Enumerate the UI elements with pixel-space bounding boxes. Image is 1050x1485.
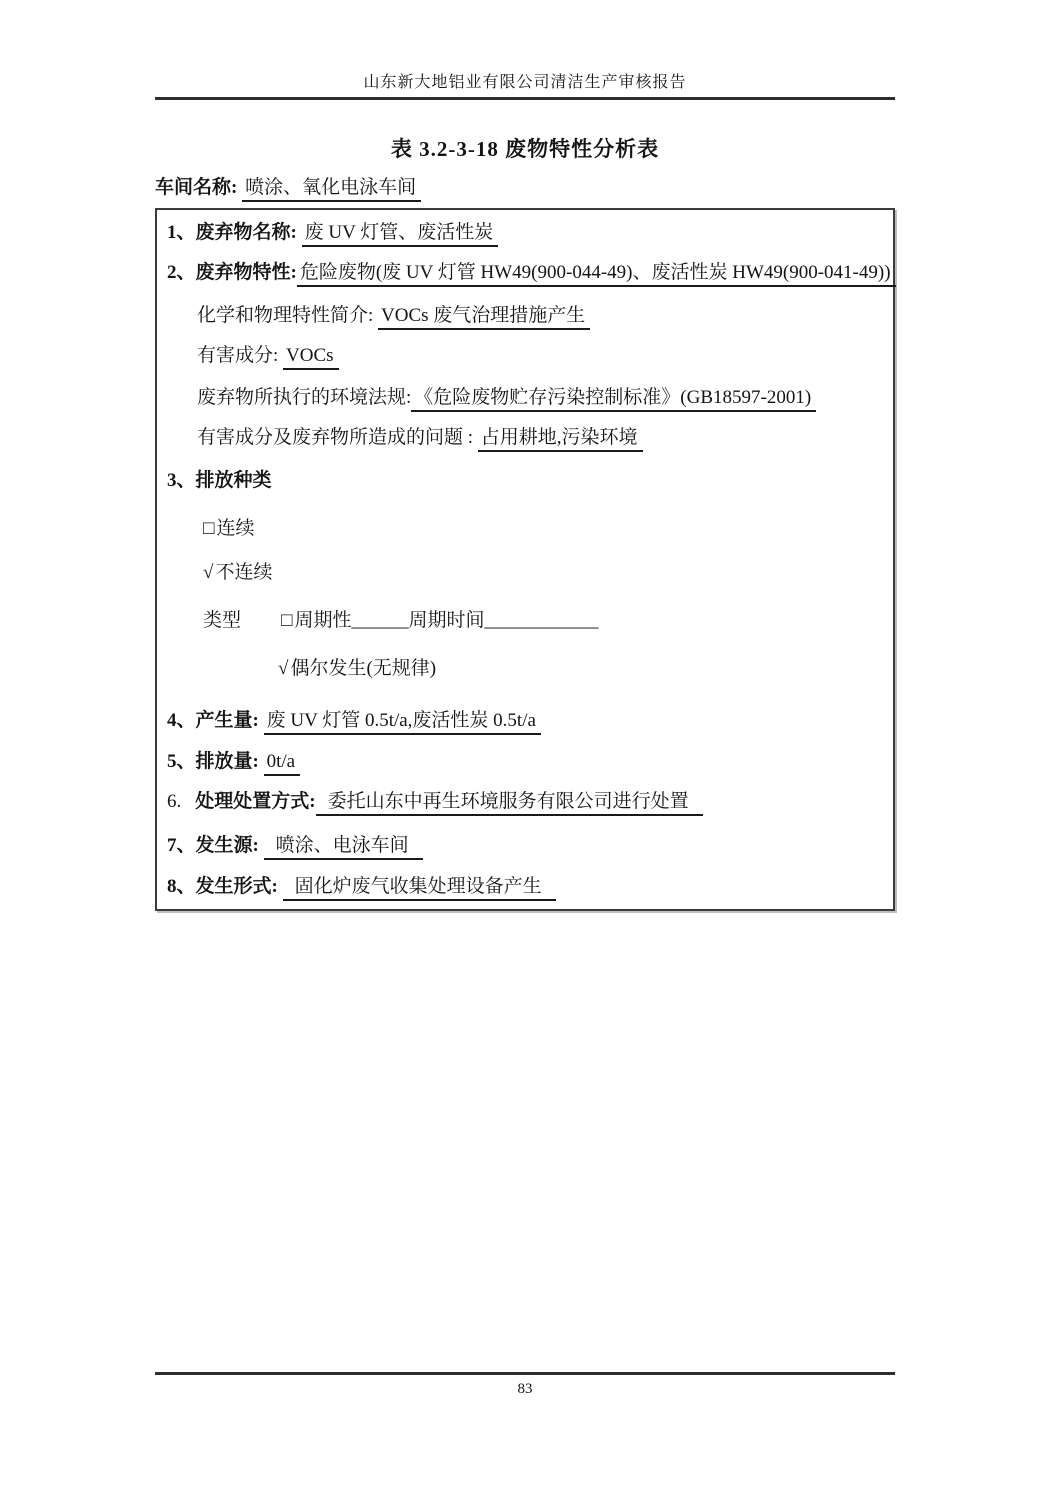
workshop-name-value: 喷涂、氧化电泳车间 — [242, 177, 421, 202]
row-number: 6. — [167, 791, 182, 812]
page-footer — [155, 1372, 895, 1399]
row-number: 7、 — [167, 835, 196, 856]
row-waste-name — [157, 221, 885, 245]
row-continuous-option — [157, 517, 885, 541]
row-chemical-physical-intro — [157, 304, 885, 328]
checkmark-icon: √ — [278, 658, 289, 679]
row-value: 危险废物(废 UV 灯管 HW49(900-044-49)、废活性炭 HW49(900-041-49)) — [297, 262, 896, 287]
table-title: 表 3.2-3-18 废物特性分析表 — [390, 137, 660, 161]
row-value: 废 UV 灯管、废活性炭 — [302, 222, 499, 247]
row-label: 有害成分及废弃物所造成的问题 : — [197, 427, 474, 448]
option-label: 不连续 — [215, 562, 273, 583]
row-label: 排放量: — [195, 751, 259, 772]
row-number: 1、 — [167, 222, 196, 243]
row-label: 化学和物理特性简介: — [197, 305, 374, 326]
option-label: 偶尔发生(无规律) — [290, 658, 437, 679]
row-emission-type-heading — [157, 469, 885, 493]
type-prefix-label: 类型 — [203, 610, 242, 631]
row-value: VOCs — [283, 345, 339, 370]
row-label: 废弃物特性: — [195, 262, 297, 283]
row-number: 3、 — [167, 470, 196, 491]
workshop-name-label: 车间名称: — [155, 177, 238, 198]
row-waste-characteristics — [157, 261, 891, 285]
row-value: 委托山东中再生环境服务有限公司进行处置 — [316, 791, 703, 816]
blank-line: ____________ — [484, 610, 599, 631]
row-value: 0t/a — [264, 751, 301, 776]
checkmark-icon: √ — [203, 562, 214, 583]
option-label: 周期性 — [294, 610, 352, 631]
row-number: 5、 — [167, 751, 196, 772]
footer-rule — [155, 1372, 895, 1375]
row-production-amount — [157, 709, 885, 733]
row-harmful-components — [157, 344, 885, 368]
blank-line: ______ — [351, 610, 409, 631]
row-value: 废 UV 灯管 0.5t/a,废活性炭 0.5t/a — [264, 710, 541, 735]
row-occasional-option — [157, 657, 885, 681]
row-source — [157, 834, 885, 858]
row-value: 喷涂、电泳车间 — [264, 835, 423, 860]
row-caused-problems — [157, 426, 885, 450]
option-label: 周期时间 — [408, 610, 485, 631]
row-occurrence-form — [157, 875, 885, 899]
workshop-name-row — [155, 177, 895, 199]
checkbox-empty-icon: □ — [281, 610, 293, 631]
row-label: 废弃物名称: — [195, 222, 297, 243]
row-value: 占用耕地,污染环境 — [478, 427, 643, 452]
header-rule — [155, 97, 895, 100]
report-header-title: 山东新大地铝业有限公司清洁生产审核报告 — [363, 74, 687, 91]
row-label: 发生源: — [195, 835, 259, 856]
row-env-regulation — [157, 386, 885, 410]
row-label: 发生形式: — [195, 876, 278, 897]
page-number: 83 — [517, 1381, 533, 1397]
row-number: 8、 — [167, 876, 196, 897]
row-label: 处理处置方式: — [195, 791, 316, 812]
row-treatment-method — [157, 790, 885, 814]
waste-characteristics-table — [155, 208, 895, 911]
row-value: 固化炉废气收集处理设备产生 — [283, 876, 556, 901]
row-value: 《危险废物贮存污染控制标准》(GB18597-2001) — [411, 387, 816, 412]
checkbox-empty-icon: □ — [203, 518, 215, 539]
row-number: 2、 — [167, 262, 196, 283]
row-label: 废弃物所执行的环境法规: — [197, 387, 412, 408]
row-discontinuous-option — [157, 561, 885, 585]
row-type-periodic — [157, 609, 885, 633]
row-value: VOCs 废气治理措施产生 — [378, 305, 590, 330]
row-label: 有害成分: — [197, 345, 279, 366]
row-label: 产生量: — [195, 710, 259, 731]
row-discharge-amount — [157, 750, 885, 774]
option-label: 连续 — [216, 518, 255, 539]
row-label: 排放种类 — [195, 470, 272, 491]
row-number: 4、 — [167, 710, 196, 731]
